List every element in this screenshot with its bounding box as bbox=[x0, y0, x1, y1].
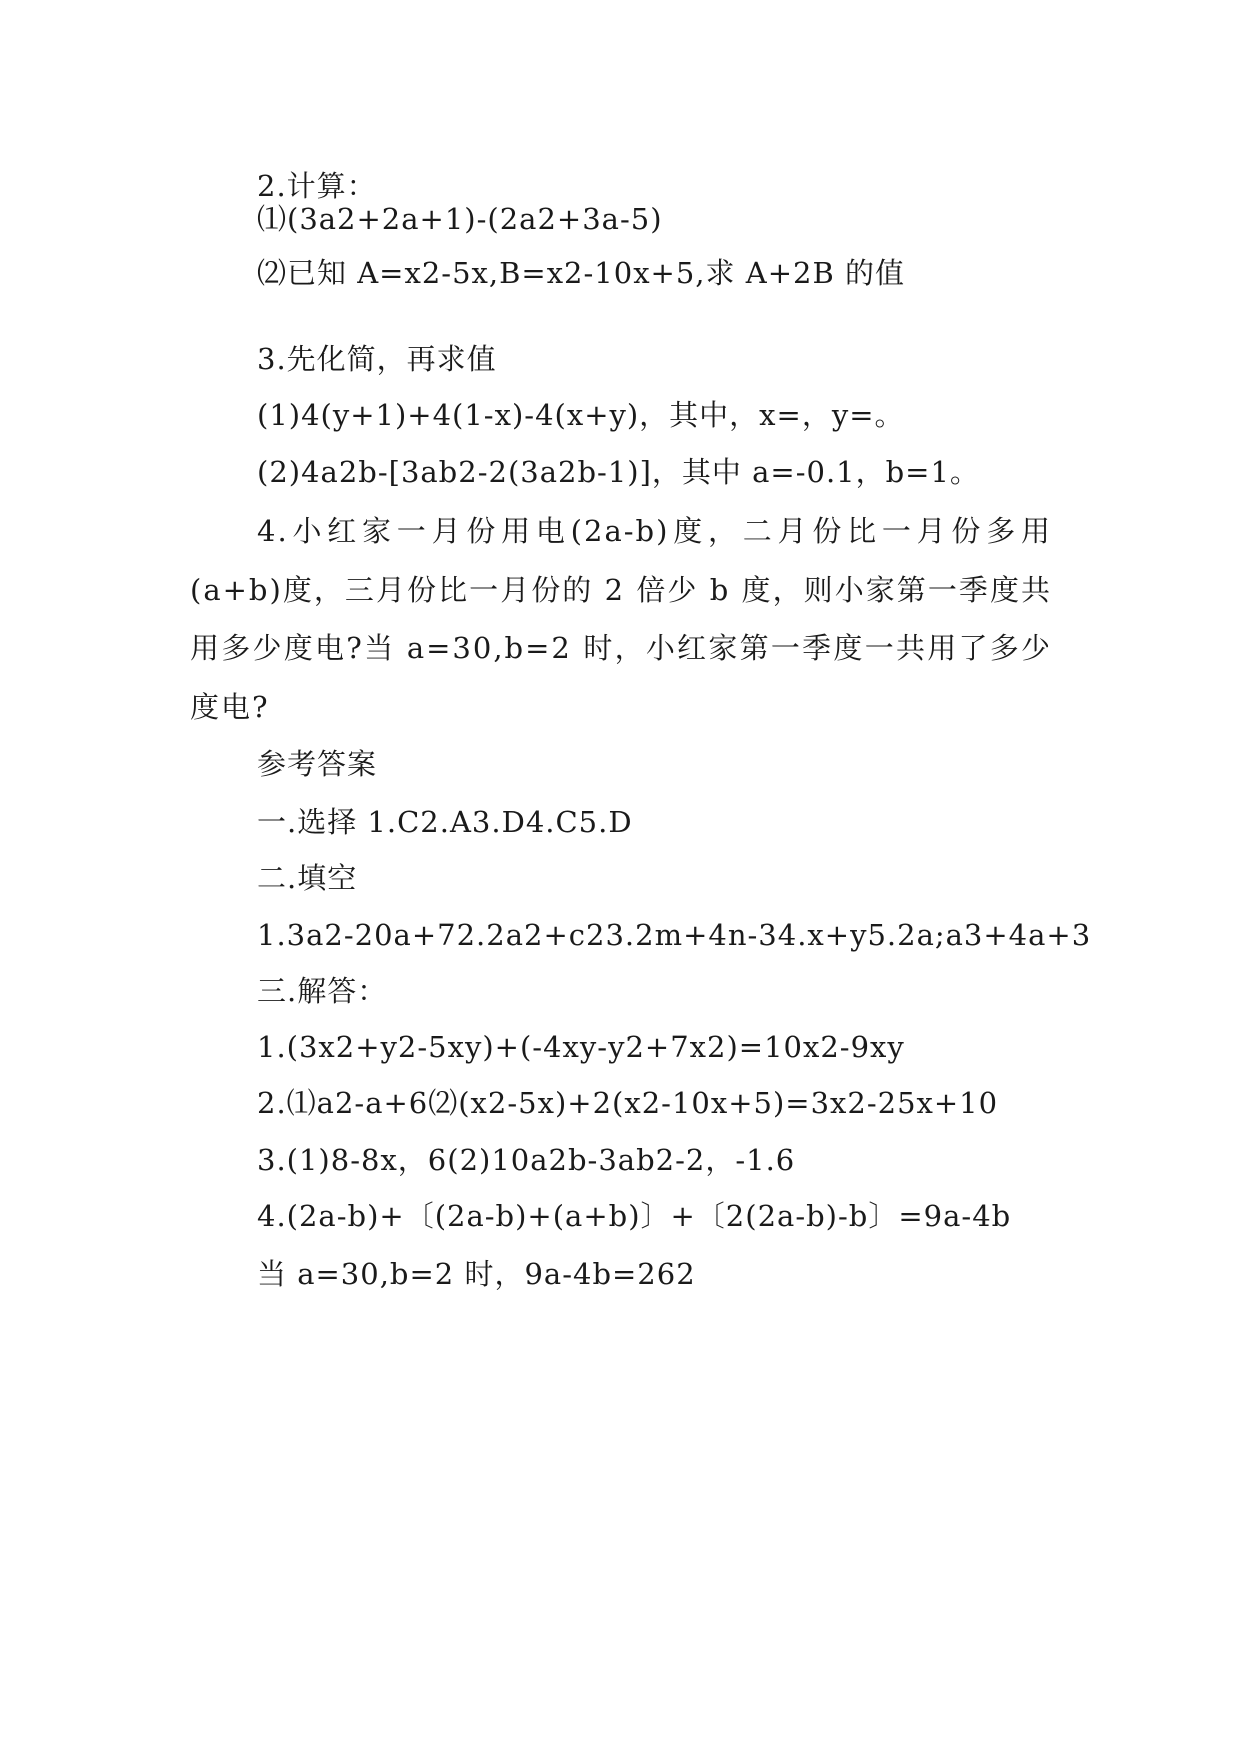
answers-solve-2: 2.⑴a2-a+6⑵(x2-5x)+2(x2-10x+5)=3x2-25x+10 bbox=[257, 1086, 999, 1120]
answers-solve-4-result: 当 a=30,b=2 时，9a-4b=262 bbox=[257, 1257, 696, 1291]
answers-solve-1: 1.(3x2+y2-5xy)+(-4xy-y2+7x2)=10x2-9xy bbox=[257, 1030, 905, 1064]
problem-3-part-2: (2)4a2b-[3ab2-2(3a2b-1)]，其中 a=-0.1，b=1。 bbox=[257, 455, 980, 489]
problem-2-part-1: ⑴(3a2+2a+1)-(2a2+3a-5) bbox=[257, 202, 663, 236]
answers-heading: 参考答案 bbox=[257, 747, 378, 781]
problem-3-heading: 3.先化简，再求值 bbox=[257, 342, 497, 376]
problem-2-heading: 2.计算： bbox=[257, 169, 377, 203]
answers-fill-heading: 二.填空 bbox=[257, 861, 358, 895]
answers-solve-4: 4.(2a-b)+〔(2a-b)+(a+b)〕+〔2(2a-b)-b〕=9a-4b bbox=[257, 1199, 1012, 1233]
answers-solve-3: 3.(1)8-8x，6(2)10a2b-3ab2-2，-1.6 bbox=[257, 1143, 796, 1177]
answers-fill: 1.3a2-20a+72.2a2+c23.2m+4n-34.x+y5.2a;a3+4a+3 bbox=[257, 918, 1092, 952]
answers-choice: 一.选择 1.C2.A3.D4.C5.D bbox=[257, 805, 633, 839]
problem-3-part-1: (1)4(y+1)+4(1-x)-4(x+y)，其中，x=，y=。 bbox=[257, 398, 905, 432]
problem-2-part-2: ⑵已知 A=x2-5x,B=x2-10x+5,求 A+2B 的值 bbox=[257, 256, 905, 290]
problem-4-paragraph: 4.小红家一月份用电(2a-b)度，二月份比一月份多用(a+b)度，三月份比一月份的 2 倍少 b 度，则小家第一季度共用多少度电?当 a=30,b=2 时，小红家第一季度一共用了多少度电? bbox=[190, 514, 1052, 724]
answers-solve-heading: 三.解答： bbox=[257, 974, 388, 1008]
